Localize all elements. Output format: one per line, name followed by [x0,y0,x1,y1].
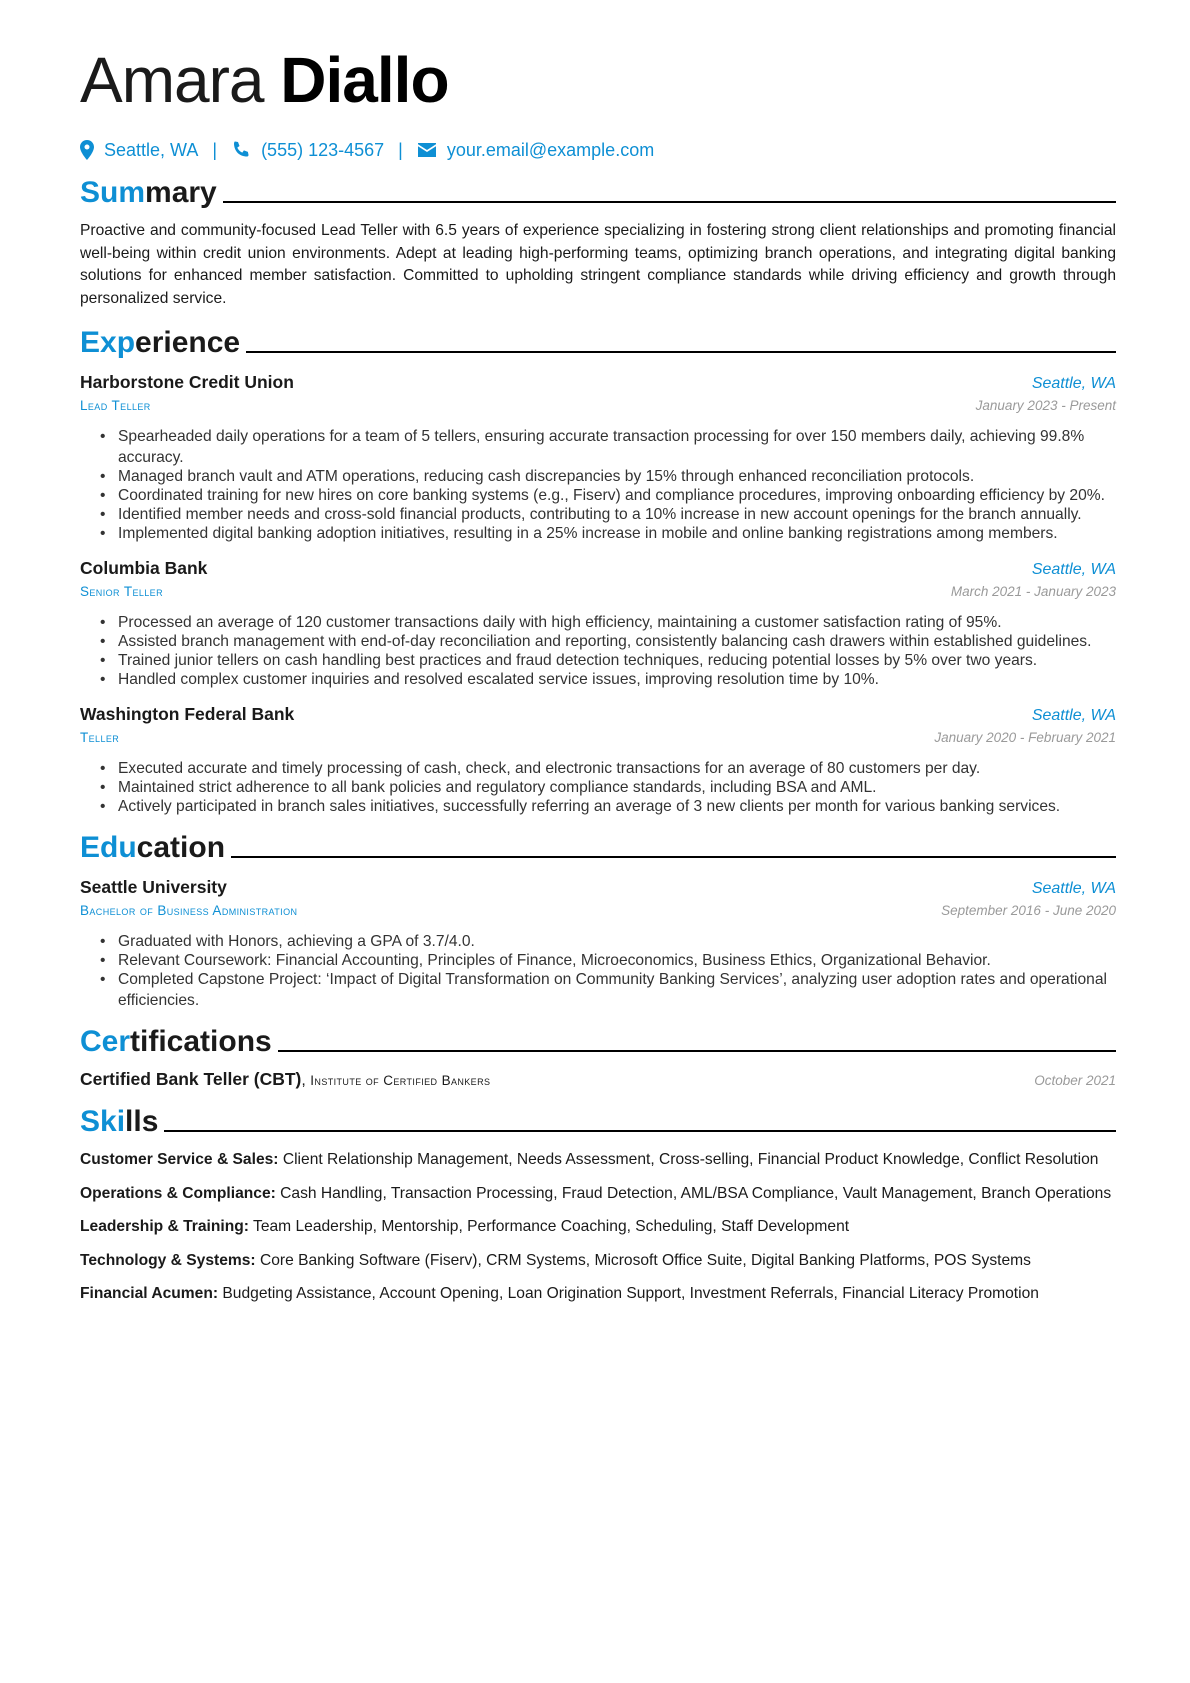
phone-icon [231,140,251,160]
list-item: • Completed Capstone Project: ‘Impact of Digital Transformation on Community Banking Services’, analyzing user adoption rates and operational efficiencies. [100,969,1116,1011]
job-bullets [80,426,1116,544]
skill-category: Technology & Systems: [80,1251,256,1269]
school-name: Seattle University [80,877,227,898]
skill-category: Leadership & Training: [80,1218,249,1236]
list-item: • Managed branch vault and ATM operations, reducing cash discrepancies by 15% through enhanced reconciliation protocols. [100,466,1116,487]
list-item: • Implemented digital banking adoption initiatives, resulting in a 25% increase in mobile and online banking registrations among members. [100,523,1116,544]
contact-separator: | [398,139,403,160]
section-education-heading [80,827,1116,865]
email-link[interactable]: your.email@example.com [446,139,655,160]
list-item: • Spearheaded daily operations for a team of 5 tellers, ensuring accurate transaction processing for over 150 members daily, achieving 99.8% accuracy. [100,426,1116,468]
experience-entry [80,370,1116,544]
skill-group [80,1216,1116,1239]
phone-text: (555) 123-4567 [261,139,385,160]
skill-group [80,1283,1116,1306]
section-title: Experience [80,326,241,360]
job-title: Senior Teller [80,584,163,600]
list-item: • Actively participated in branch sales initiatives, successfully referring an average of 3 new clients per month for various banking services. [100,796,1116,817]
skill-items: Budgeting Assistance, Account Opening, Loan Origination Support, Investment Referrals, Financial Literacy Promotion [222,1285,1039,1303]
skill-category: Financial Acumen: [80,1285,219,1303]
last-name: Diallo [280,44,449,116]
job-bullets [80,758,1116,817]
job-location: Seattle, WA [1031,561,1116,579]
section-experience-heading [80,322,1116,360]
list-item: • Assisted branch management with end-of-day reconciliation and reporting, consistently balancing cash drawers within established guidelines. [100,631,1116,652]
list-item: • Maintained strict adherence to all bank policies and regulatory compliance standards, including BSA and AML. [100,777,1116,798]
candidate-name [80,40,1116,120]
contact-line [80,136,1116,164]
certification-entry [80,1069,1116,1091]
job-dates: January 2023 - Present [975,398,1116,414]
skill-items: Core Banking Software (Fiserv), CRM Systems, Microsoft Office Suite, Digital Banking Platforms, POS Systems [259,1251,1031,1269]
contact-separator: | [212,139,218,160]
skill-group [80,1149,1116,1172]
job-title: Lead Teller [80,398,151,414]
summary-text: Proactive and community-focused Lead Teller with 6.5 years of experience specializing in fostering strong client relationships and promoting financial well-being within credit union environments. Adept at leading high-performing teams, optimizing branch operations, and integrating digital banking solutions for enhanced member satisfaction. Committed to upholding stringent compliance standards while driving efficiency and growth through personalized service. [80,222,1116,307]
certification-institution: Institute of Certified Bankers [310,1073,491,1089]
section-rule [246,351,1116,353]
employer-name: Washington Federal Bank [80,704,295,725]
list-item: • Executed accurate and timely processing of cash, check, and electronic transactions for an average of 80 customers per day. [100,758,1116,779]
list-item: • Identified member needs and cross-sold financial products, contributing to a 10% increase in new account openings for the branch annually. [100,504,1116,525]
envelope-icon [417,142,437,158]
experience-entry [80,556,1116,690]
contact-location [80,140,198,161]
skill-items: Client Relationship Management, Needs Assessment, Cross-selling, Financial Product Knowledge, Conflict Resolution [282,1151,1099,1169]
employer-name: Columbia Bank [80,558,208,579]
list-item: • Trained junior tellers on cash handling best practices and fraud detection techniques, reducing potential losses by 5% over two years. [100,650,1116,671]
section-certifications-heading [80,1021,1116,1059]
list-item: • Coordinated training for new hires on core banking systems (e.g., Fiserv) and compliance procedures, improving onboarding efficiency by 20%. [100,485,1116,506]
list-item: • Graduated with Honors, achieving a GPA of 3.7/4.0. [100,931,1116,952]
school-location: Seattle, WA [1031,880,1116,898]
skill-group [80,1250,1116,1273]
section-title: Education [80,831,226,865]
section-skills-heading [80,1101,1116,1139]
education-bullets [80,931,1116,1011]
map-pin-icon [80,140,94,160]
list-item: • Handled complex customer inquiries and resolved escalated service issues, improving resolution time by 10%. [100,669,1116,690]
first-name: Amara [80,44,264,116]
skill-category: Customer Service & Sales: [80,1151,279,1169]
job-location: Seattle, WA [1031,375,1116,393]
skills-list [80,1149,1116,1306]
section-rule [231,856,1116,858]
job-title: Teller [80,730,120,746]
degree: Bachelor of Business Administration [80,903,298,919]
job-dates: March 2021 - January 2023 [950,584,1116,600]
section-rule [223,201,1116,203]
section-title: Summary [80,176,217,209]
job-location: Seattle, WA [1031,707,1116,725]
education-dates: September 2016 - June 2020 [941,903,1116,919]
education-entry [80,875,1116,1011]
section-title: Skills [80,1105,159,1139]
resume-page [80,40,1116,1317]
certification-date: October 2021 [1034,1073,1116,1089]
job-dates: January 2020 - February 2021 [934,730,1116,746]
location-text: Seattle, WA [104,139,199,160]
section-rule [278,1050,1116,1052]
experience-entry [80,702,1116,817]
certification-name: Certified Bank Teller (CBT) [80,1069,302,1090]
skill-group [80,1183,1116,1206]
section-title: Certifications [80,1025,272,1059]
job-bullets [80,612,1116,690]
certification-separator: , [301,1072,306,1090]
skill-items: Team Leadership, Mentorship, Performance Coaching, Scheduling, Staff Development [253,1218,850,1236]
skill-items: Cash Handling, Transaction Processing, Fraud Detection, AML/BSA Compliance, Vault Management, Branch Operations [280,1184,1112,1202]
contact-phone[interactable] [231,140,384,161]
list-item: • Processed an average of 120 customer transactions daily with high efficiency, maintaining a customer satisfaction rating of 95%. [100,612,1116,633]
list-item: • Relevant Coursework: Financial Accounting, Principles of Finance, Microeconomics, Business Ethics, Organizational Behavior. [100,950,1116,971]
experience-list [80,370,1116,817]
contact-email[interactable] [417,140,654,161]
employer-name: Harborstone Credit Union [80,372,294,393]
section-rule [164,1130,1116,1132]
section-summary-heading [80,172,1116,210]
skill-category: Operations & Compliance: [80,1184,276,1202]
